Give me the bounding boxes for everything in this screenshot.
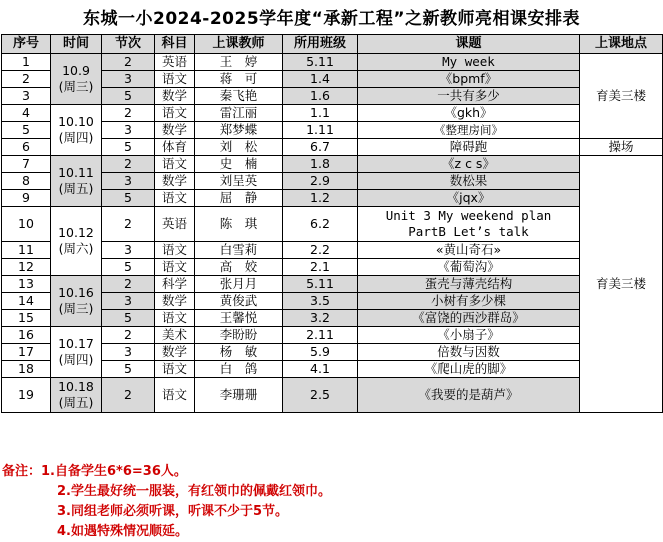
table-row bbox=[2, 173, 663, 190]
row-number: 2 bbox=[2, 71, 51, 88]
teacher-cell: 秦飞艳 bbox=[195, 88, 283, 105]
topic-cell: 蛋壳与薄壳结构 bbox=[358, 276, 580, 293]
row-number: 19 bbox=[2, 378, 51, 413]
table-row bbox=[2, 207, 663, 242]
note-line bbox=[2, 462, 331, 482]
row-number: 18 bbox=[2, 361, 51, 378]
subject-cell: 数学 bbox=[155, 122, 195, 139]
header-cell: 序号 bbox=[2, 35, 51, 54]
row-number: 13 bbox=[2, 276, 51, 293]
header-cell: 上课教师 bbox=[195, 35, 283, 54]
period-cell: 2 bbox=[102, 105, 155, 122]
class-cell: 5.11 bbox=[283, 54, 358, 71]
header-cell: 上课地点 bbox=[580, 35, 663, 54]
subject-cell: 语文 bbox=[155, 190, 195, 207]
header-row bbox=[2, 35, 663, 54]
teacher-cell: 陈 琪 bbox=[195, 207, 283, 242]
period-cell: 3 bbox=[102, 344, 155, 361]
class-cell: 2.11 bbox=[283, 327, 358, 344]
teacher-cell: 张月月 bbox=[195, 276, 283, 293]
period-cell: 5 bbox=[102, 88, 155, 105]
subject-cell: 美术 bbox=[155, 327, 195, 344]
class-cell: 2.1 bbox=[283, 259, 358, 276]
period-cell: 5 bbox=[102, 139, 155, 156]
class-cell: 1.11 bbox=[283, 122, 358, 139]
subject-cell: 语文 bbox=[155, 71, 195, 88]
notes-section bbox=[2, 462, 331, 542]
class-cell: 2.9 bbox=[283, 173, 358, 190]
note-item: 2.学生最好统一服装，有红领巾的佩戴红领巾。 bbox=[57, 484, 331, 499]
subject-cell: 语文 bbox=[155, 378, 195, 413]
header-cell: 所用班级 bbox=[283, 35, 358, 54]
period-cell: 5 bbox=[102, 259, 155, 276]
header-cell: 节次 bbox=[102, 35, 155, 54]
teacher-cell: 杨 敏 bbox=[195, 344, 283, 361]
table-row bbox=[2, 105, 663, 122]
date-cell: 10.9 (周三) bbox=[51, 54, 102, 105]
location-cell: 育美三楼 bbox=[580, 156, 663, 413]
location-cell: 育美三楼 bbox=[580, 54, 663, 139]
teacher-cell: 高 姣 bbox=[195, 259, 283, 276]
date-cell: 10.10 (周四) bbox=[51, 105, 102, 156]
class-cell: 6.7 bbox=[283, 139, 358, 156]
table-row bbox=[2, 122, 663, 139]
date-cell: 10.18 (周五) bbox=[51, 378, 102, 413]
class-cell: 1.2 bbox=[283, 190, 358, 207]
topic-cell: 数松果 bbox=[358, 173, 580, 190]
class-cell: 1.1 bbox=[283, 105, 358, 122]
topic-cell: 《富饶的西沙群岛》 bbox=[358, 310, 580, 327]
period-cell: 2 bbox=[102, 378, 155, 413]
topic-cell: 《爬山虎的脚》 bbox=[358, 361, 580, 378]
header-cell: 时间 bbox=[51, 35, 102, 54]
topic-cell: My week bbox=[358, 54, 580, 71]
notes-prefix: 备注： bbox=[2, 464, 42, 479]
row-number: 10 bbox=[2, 207, 51, 242]
class-cell: 3.5 bbox=[283, 293, 358, 310]
teacher-cell: 刘 松 bbox=[195, 139, 283, 156]
header-cell: 课题 bbox=[358, 35, 580, 54]
period-cell: 3 bbox=[102, 122, 155, 139]
table-row bbox=[2, 242, 663, 259]
period-cell: 2 bbox=[102, 156, 155, 173]
class-cell: 4.1 bbox=[283, 361, 358, 378]
subject-cell: 语文 bbox=[155, 259, 195, 276]
row-number: 1 bbox=[2, 54, 51, 71]
topic-cell: 《我要的是葫芦》 bbox=[358, 378, 580, 413]
row-number: 9 bbox=[2, 190, 51, 207]
topic-cell: 小树有多少棵 bbox=[358, 293, 580, 310]
topic-cell: 《z c s》 bbox=[358, 156, 580, 173]
table-row bbox=[2, 293, 663, 310]
row-number: 12 bbox=[2, 259, 51, 276]
period-cell: 5 bbox=[102, 190, 155, 207]
header-cell: 科目 bbox=[155, 35, 195, 54]
table-row bbox=[2, 54, 663, 71]
row-number: 11 bbox=[2, 242, 51, 259]
subject-cell: 数学 bbox=[155, 293, 195, 310]
subject-cell: 语文 bbox=[155, 361, 195, 378]
teacher-cell: 李盼盼 bbox=[195, 327, 283, 344]
subject-cell: 英语 bbox=[155, 207, 195, 242]
topic-cell: 《整理房间》 bbox=[358, 122, 580, 139]
class-cell: 5.9 bbox=[283, 344, 358, 361]
table-row bbox=[2, 259, 663, 276]
row-number: 17 bbox=[2, 344, 51, 361]
row-number: 16 bbox=[2, 327, 51, 344]
subject-cell: 体育 bbox=[155, 139, 195, 156]
teacher-cell: 郑梦蝶 bbox=[195, 122, 283, 139]
location-cell: 操场 bbox=[580, 139, 663, 156]
date-cell: 10.12 (周六) bbox=[51, 207, 102, 276]
schedule-table bbox=[1, 34, 663, 413]
period-cell: 2 bbox=[102, 54, 155, 71]
class-cell: 1.8 bbox=[283, 156, 358, 173]
class-cell: 3.2 bbox=[283, 310, 358, 327]
topic-cell: 倍数与因数 bbox=[358, 344, 580, 361]
subject-cell: 英语 bbox=[155, 54, 195, 71]
topic-cell: 《葡萄沟》 bbox=[358, 259, 580, 276]
subject-cell: 科学 bbox=[155, 276, 195, 293]
subject-cell: 语文 bbox=[155, 242, 195, 259]
table-row bbox=[2, 378, 663, 413]
class-cell: 1.4 bbox=[283, 71, 358, 88]
table-row bbox=[2, 310, 663, 327]
teacher-cell: 李珊珊 bbox=[195, 378, 283, 413]
row-number: 3 bbox=[2, 88, 51, 105]
period-cell: 2 bbox=[102, 327, 155, 344]
period-cell: 5 bbox=[102, 310, 155, 327]
table-row bbox=[2, 190, 663, 207]
date-cell: 10.17 (周四) bbox=[51, 327, 102, 378]
topic-cell: 《bpmf》 bbox=[358, 71, 580, 88]
subject-cell: 数学 bbox=[155, 173, 195, 190]
teacher-cell: 黄俊武 bbox=[195, 293, 283, 310]
note-item: 1.自备学生6*6=36人。 bbox=[41, 464, 187, 479]
teacher-cell: 白 鸽 bbox=[195, 361, 283, 378]
date-cell: 10.11 (周五) bbox=[51, 156, 102, 207]
class-cell: 1.6 bbox=[283, 88, 358, 105]
teacher-cell: 刘呈英 bbox=[195, 173, 283, 190]
table-row bbox=[2, 344, 663, 361]
topic-cell: 《gkh》 bbox=[358, 105, 580, 122]
topic-cell: 一共有多少 bbox=[358, 88, 580, 105]
class-cell: 2.5 bbox=[283, 378, 358, 413]
period-cell: 3 bbox=[102, 242, 155, 259]
topic-cell: Unit 3 My weekend plan PartB Let’s talk bbox=[358, 207, 580, 242]
date-cell: 10.16 (周三) bbox=[51, 276, 102, 327]
teacher-cell: 蒋 可 bbox=[195, 71, 283, 88]
table-row bbox=[2, 276, 663, 293]
teacher-cell: 史 楠 bbox=[195, 156, 283, 173]
table-row bbox=[2, 139, 663, 156]
note-item: 4.如遇特殊情况顺延。 bbox=[57, 524, 188, 539]
class-cell: 6.2 bbox=[283, 207, 358, 242]
subject-cell: 数学 bbox=[155, 344, 195, 361]
subject-cell: 语文 bbox=[155, 310, 195, 327]
row-number: 15 bbox=[2, 310, 51, 327]
topic-cell: 《jqx》 bbox=[358, 190, 580, 207]
topic-cell: 障碍跑 bbox=[358, 139, 580, 156]
row-number: 6 bbox=[2, 139, 51, 156]
subject-cell: 数学 bbox=[155, 88, 195, 105]
topic-cell: «黄山奇石» bbox=[358, 242, 580, 259]
teacher-cell: 屈 静 bbox=[195, 190, 283, 207]
teacher-cell: 王 婷 bbox=[195, 54, 283, 71]
row-number: 7 bbox=[2, 156, 51, 173]
teacher-cell: 王馨悦 bbox=[195, 310, 283, 327]
period-cell: 3 bbox=[102, 71, 155, 88]
row-number: 8 bbox=[2, 173, 51, 190]
period-cell: 2 bbox=[102, 276, 155, 293]
subject-cell: 语文 bbox=[155, 156, 195, 173]
class-cell: 2.2 bbox=[283, 242, 358, 259]
class-cell: 5.11 bbox=[283, 276, 358, 293]
period-cell: 3 bbox=[102, 173, 155, 190]
table-row bbox=[2, 156, 663, 173]
teacher-cell: 白雪莉 bbox=[195, 242, 283, 259]
period-cell: 5 bbox=[102, 361, 155, 378]
period-cell: 3 bbox=[102, 293, 155, 310]
table-row bbox=[2, 88, 663, 105]
subject-cell: 语文 bbox=[155, 105, 195, 122]
note-item: 3.同组老师必须听课，听课不少于5节。 bbox=[57, 504, 289, 519]
topic-cell: 《小扇子》 bbox=[358, 327, 580, 344]
page-title: 东城一小2024-2025学年度“承新工程”之新教师亮相课安排表 bbox=[82, 9, 581, 29]
teacher-cell: 雷江丽 bbox=[195, 105, 283, 122]
table-row bbox=[2, 361, 663, 378]
row-number: 14 bbox=[2, 293, 51, 310]
table-row bbox=[2, 71, 663, 88]
table-row bbox=[2, 327, 663, 344]
period-cell: 2 bbox=[102, 207, 155, 242]
row-number: 4 bbox=[2, 105, 51, 122]
row-number: 5 bbox=[2, 122, 51, 139]
